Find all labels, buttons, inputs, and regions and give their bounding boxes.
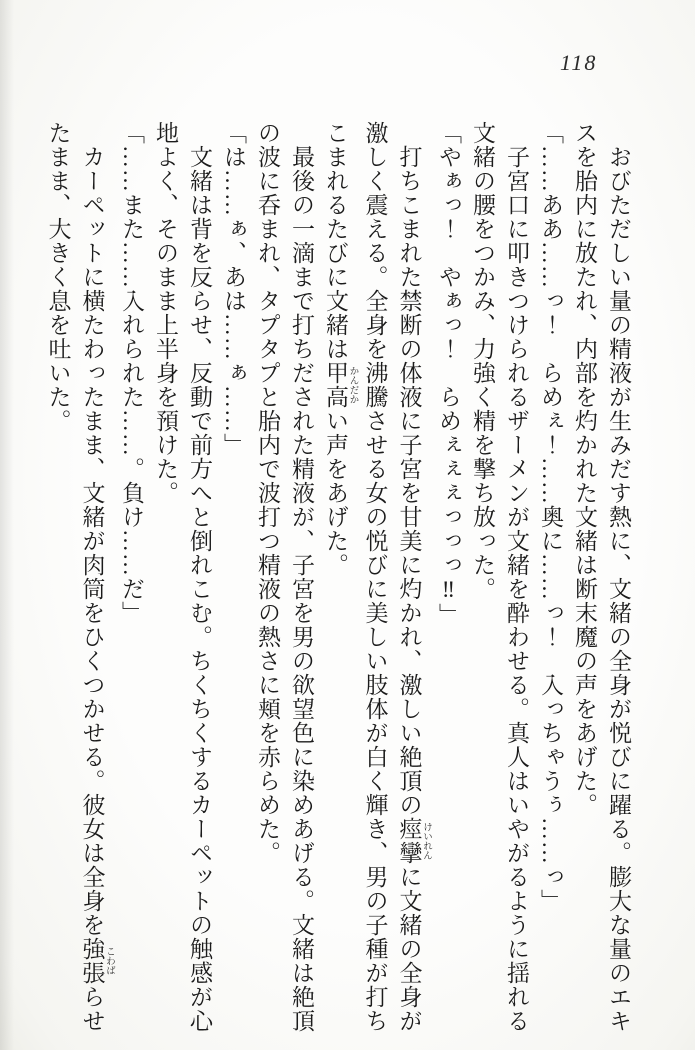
page-edge-shadow bbox=[0, 0, 14, 1050]
text-line: おびただしい量の精液が生みだす熱に、文緒の全身が悦びに躍る。膨大な量のエキ bbox=[606, 145, 631, 1033]
text-line: 打ちこまれた禁断の体液に子宮を甘美に灼かれ、激しい絶頂の痙攣 けいれんに文緒の全身が bbox=[396, 145, 431, 1033]
text-line: 「……また……入れられた……。負け……だ」 bbox=[119, 121, 144, 625]
text-line: の波に呑まれ、タプタプと胎内で波打つ精液の熱さに頬を赤らめた。 bbox=[255, 121, 280, 865]
furigana-ruby: 強張 こわば bbox=[79, 937, 114, 985]
text-line: 文緒は背を反らせ、反動で前方へと倒れこむ。ちくちくするカーペットの触感が心 bbox=[187, 145, 212, 1033]
text-line: こまれるたびに文緒は甲高 かんだかい声をあげた。 bbox=[323, 121, 358, 577]
text-line: 文緒の腰をつかみ、力強く精を撃ち放った。 bbox=[470, 121, 495, 601]
text-line: 子宮口に叩きつけられるザーメンが文緒を酔わせる。真人はいやがるように揺れる bbox=[504, 145, 529, 1033]
text-line: たまま、大きく息を吐いた。 bbox=[45, 121, 71, 433]
text-line: 「……ああ……っ！ らめぇ！……奥に……っ！ 入っちゃうぅ……っ」 bbox=[538, 121, 563, 913]
text-line: 地よく、そのまま上半身を預けた。 bbox=[153, 121, 178, 505]
text-line: カーペットに横たわったまま、文緒が肉筒をひくつかせる。彼女は全身を強張 こわばらせ bbox=[79, 145, 114, 1033]
furigana-text: けいれん bbox=[421, 817, 431, 865]
text-line: スを胎内に放たれ、内部を灼かれた文緒は断末魔の声をあげた。 bbox=[572, 121, 597, 817]
text-line: 最後の一滴まで打ちだされた精液が、子宮を男の欲望色に染めあげる。文緒は絶頂 bbox=[289, 145, 314, 1033]
text-line: 「やぁっ！ やぁっ！ らめぇぇぇっっっ‼」 bbox=[436, 121, 461, 627]
text-line: 激しく震える。全身を沸騰させる女の悦びに美しい肢体が白く輝き、男の子種が打ち bbox=[362, 121, 388, 1033]
page-number: 118 bbox=[560, 50, 598, 75]
furigana-text: こわば bbox=[104, 937, 114, 985]
furigana-ruby: 痙攣 けいれん bbox=[396, 817, 431, 865]
furigana-text: かんだか bbox=[347, 361, 358, 409]
text-block bbox=[41, 121, 636, 1041]
text-line: 「は……ぁ、あは……ぁ……」 bbox=[221, 121, 246, 457]
furigana-ruby: 甲高 かんだか bbox=[323, 361, 358, 409]
